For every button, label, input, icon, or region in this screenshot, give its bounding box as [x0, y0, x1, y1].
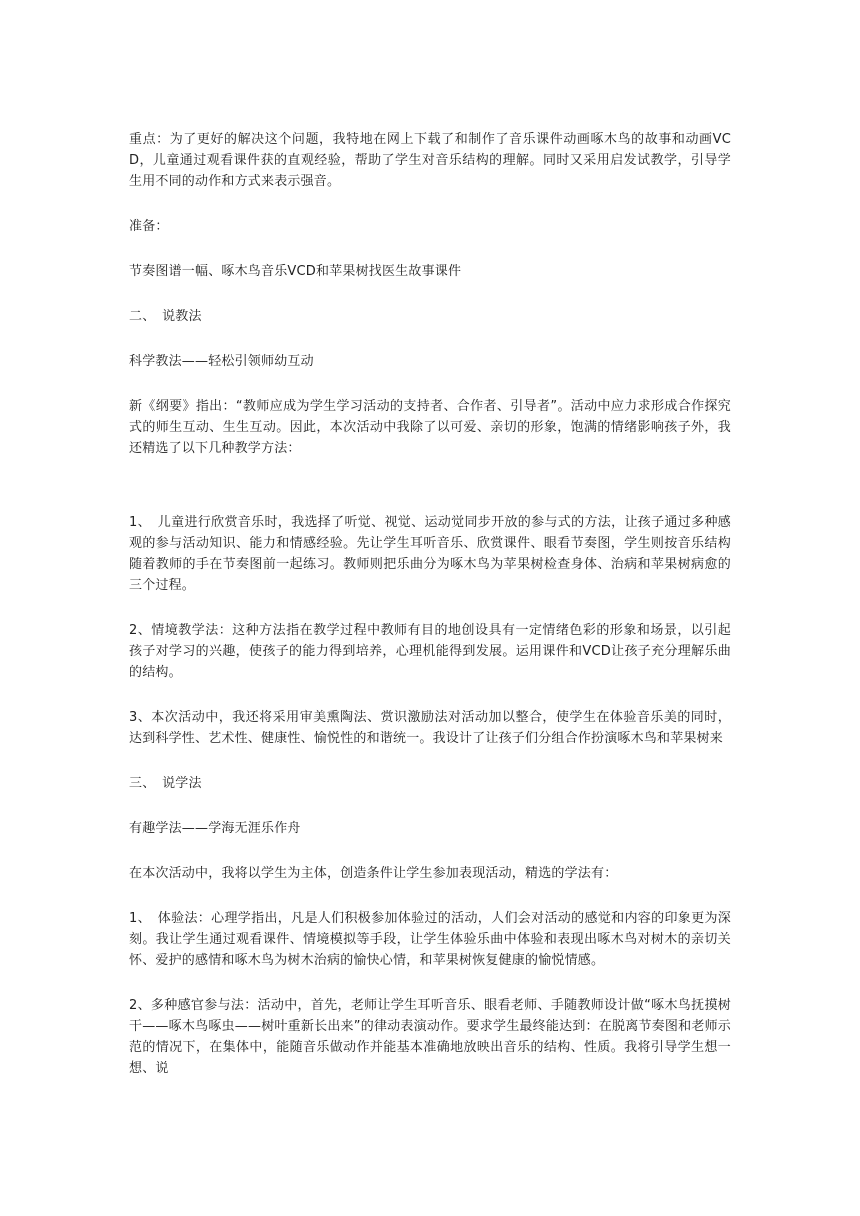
- list-item-method-2: 2、情境教学法：这种方法指在教学过程中教师有目的地创设具有一定情绪色彩的形象和场景，以引起孩子对学习的兴趣，使孩子的能力得到培养，心理机能得到发展。运用课件和VCD让孩子充分理解乐曲的结构。: [129, 623, 731, 680]
- section-heading-teaching-method: 二、 说教法: [129, 309, 202, 324]
- list-item-method-1: 1、 儿童进行欣赏音乐时，我选择了听觉、视觉、运动觉同步开放的参与式的方法，让孩子通过多种感观的参与活动知识、能力和情感经验。先让学生耳听音乐、欣赏课件、眼看节奏图，学生则按音乐结构随着教师的手在节奏图前一起练习。教师则把乐曲分为啄木鸟为苹果树检查身体、治病和苹果树病愈的三个过程。: [129, 515, 731, 593]
- paragraph-preparation-heading: 准备：: [129, 219, 169, 234]
- paragraph-student-centered: 在本次活动中，我将以学生为主体，创造条件让学生参加表现活动，精选的学法有：: [129, 866, 618, 881]
- paragraph-fun-learning: 有趣学法——学海无涯乐作舟: [129, 821, 301, 836]
- list-item-learning-2: 2、多种感官参与法：活动中，首先，老师让学生耳听音乐、眼看老师、手随教师设计做“啄木鸟抚摸树干——啄木鸟啄虫——树叶重新长出来”的律动表演动作。要求学生最终能达到：在脱离节奏图和老师示范的情况下，在集体中，能随音乐做动作并能基本准确地放映出音乐的结构、性质。我将引导学生想一想、说: [129, 998, 731, 1076]
- paragraph-key-point: 重点：为了更好的解决这个问题，我特地在网上下载了和制作了音乐课件动画啄木鸟的故事和动画VCD，儿童通过观看课件获的直观经验，帮助了学生对音乐结构的理解。同时又采用启发试教学，引导学生用不同的动作和方式来表示强音。: [129, 132, 731, 189]
- list-item-learning-1: 1、 体验法：心理学指出，凡是人们积极参加体验过的活动，人们会对活动的感觉和内容的印象更为深刻。我让学生通过观看课件、情境模拟等手段，让学生体验乐曲中体验和表现出啄木鸟对树木的亲切关怀、爱护的感情和啄木鸟为树木治病的愉快心情，和苹果树恢复健康的愉悦情感。: [129, 911, 731, 968]
- list-item-method-3: 3、本次活动中，我还将采用审美熏陶法、赏识激励法对活动加以整合，使学生在体验音乐美的同时，达到科学性、艺术性、健康性、愉悦性的和谐统一。我设计了让孩子们分组合作扮演啄木鸟和苹果树来: [129, 710, 731, 746]
- section-heading-learning-method: 三、 说学法: [129, 776, 202, 791]
- document-body: [129, 129, 731, 1079]
- paragraph-scientific-method: 科学教法——轻松引领师幼互动: [129, 354, 314, 369]
- paragraph-preparation-materials: 节奏图谱一幅、啄木鸟音乐VCD和苹果树找医生故事课件: [129, 264, 462, 279]
- paragraph-outline-quote: 新《纲要》指出：“教师应成为学生学习活动的支持者、合作者、引导者”。活动中应力求形成合作探究式的师生互动、生生互动。因此，本次活动中我除了以可爱、亲切的形象，饱满的情绪影响孩子外，我还精选了以下几种教学方法：: [129, 399, 731, 456]
